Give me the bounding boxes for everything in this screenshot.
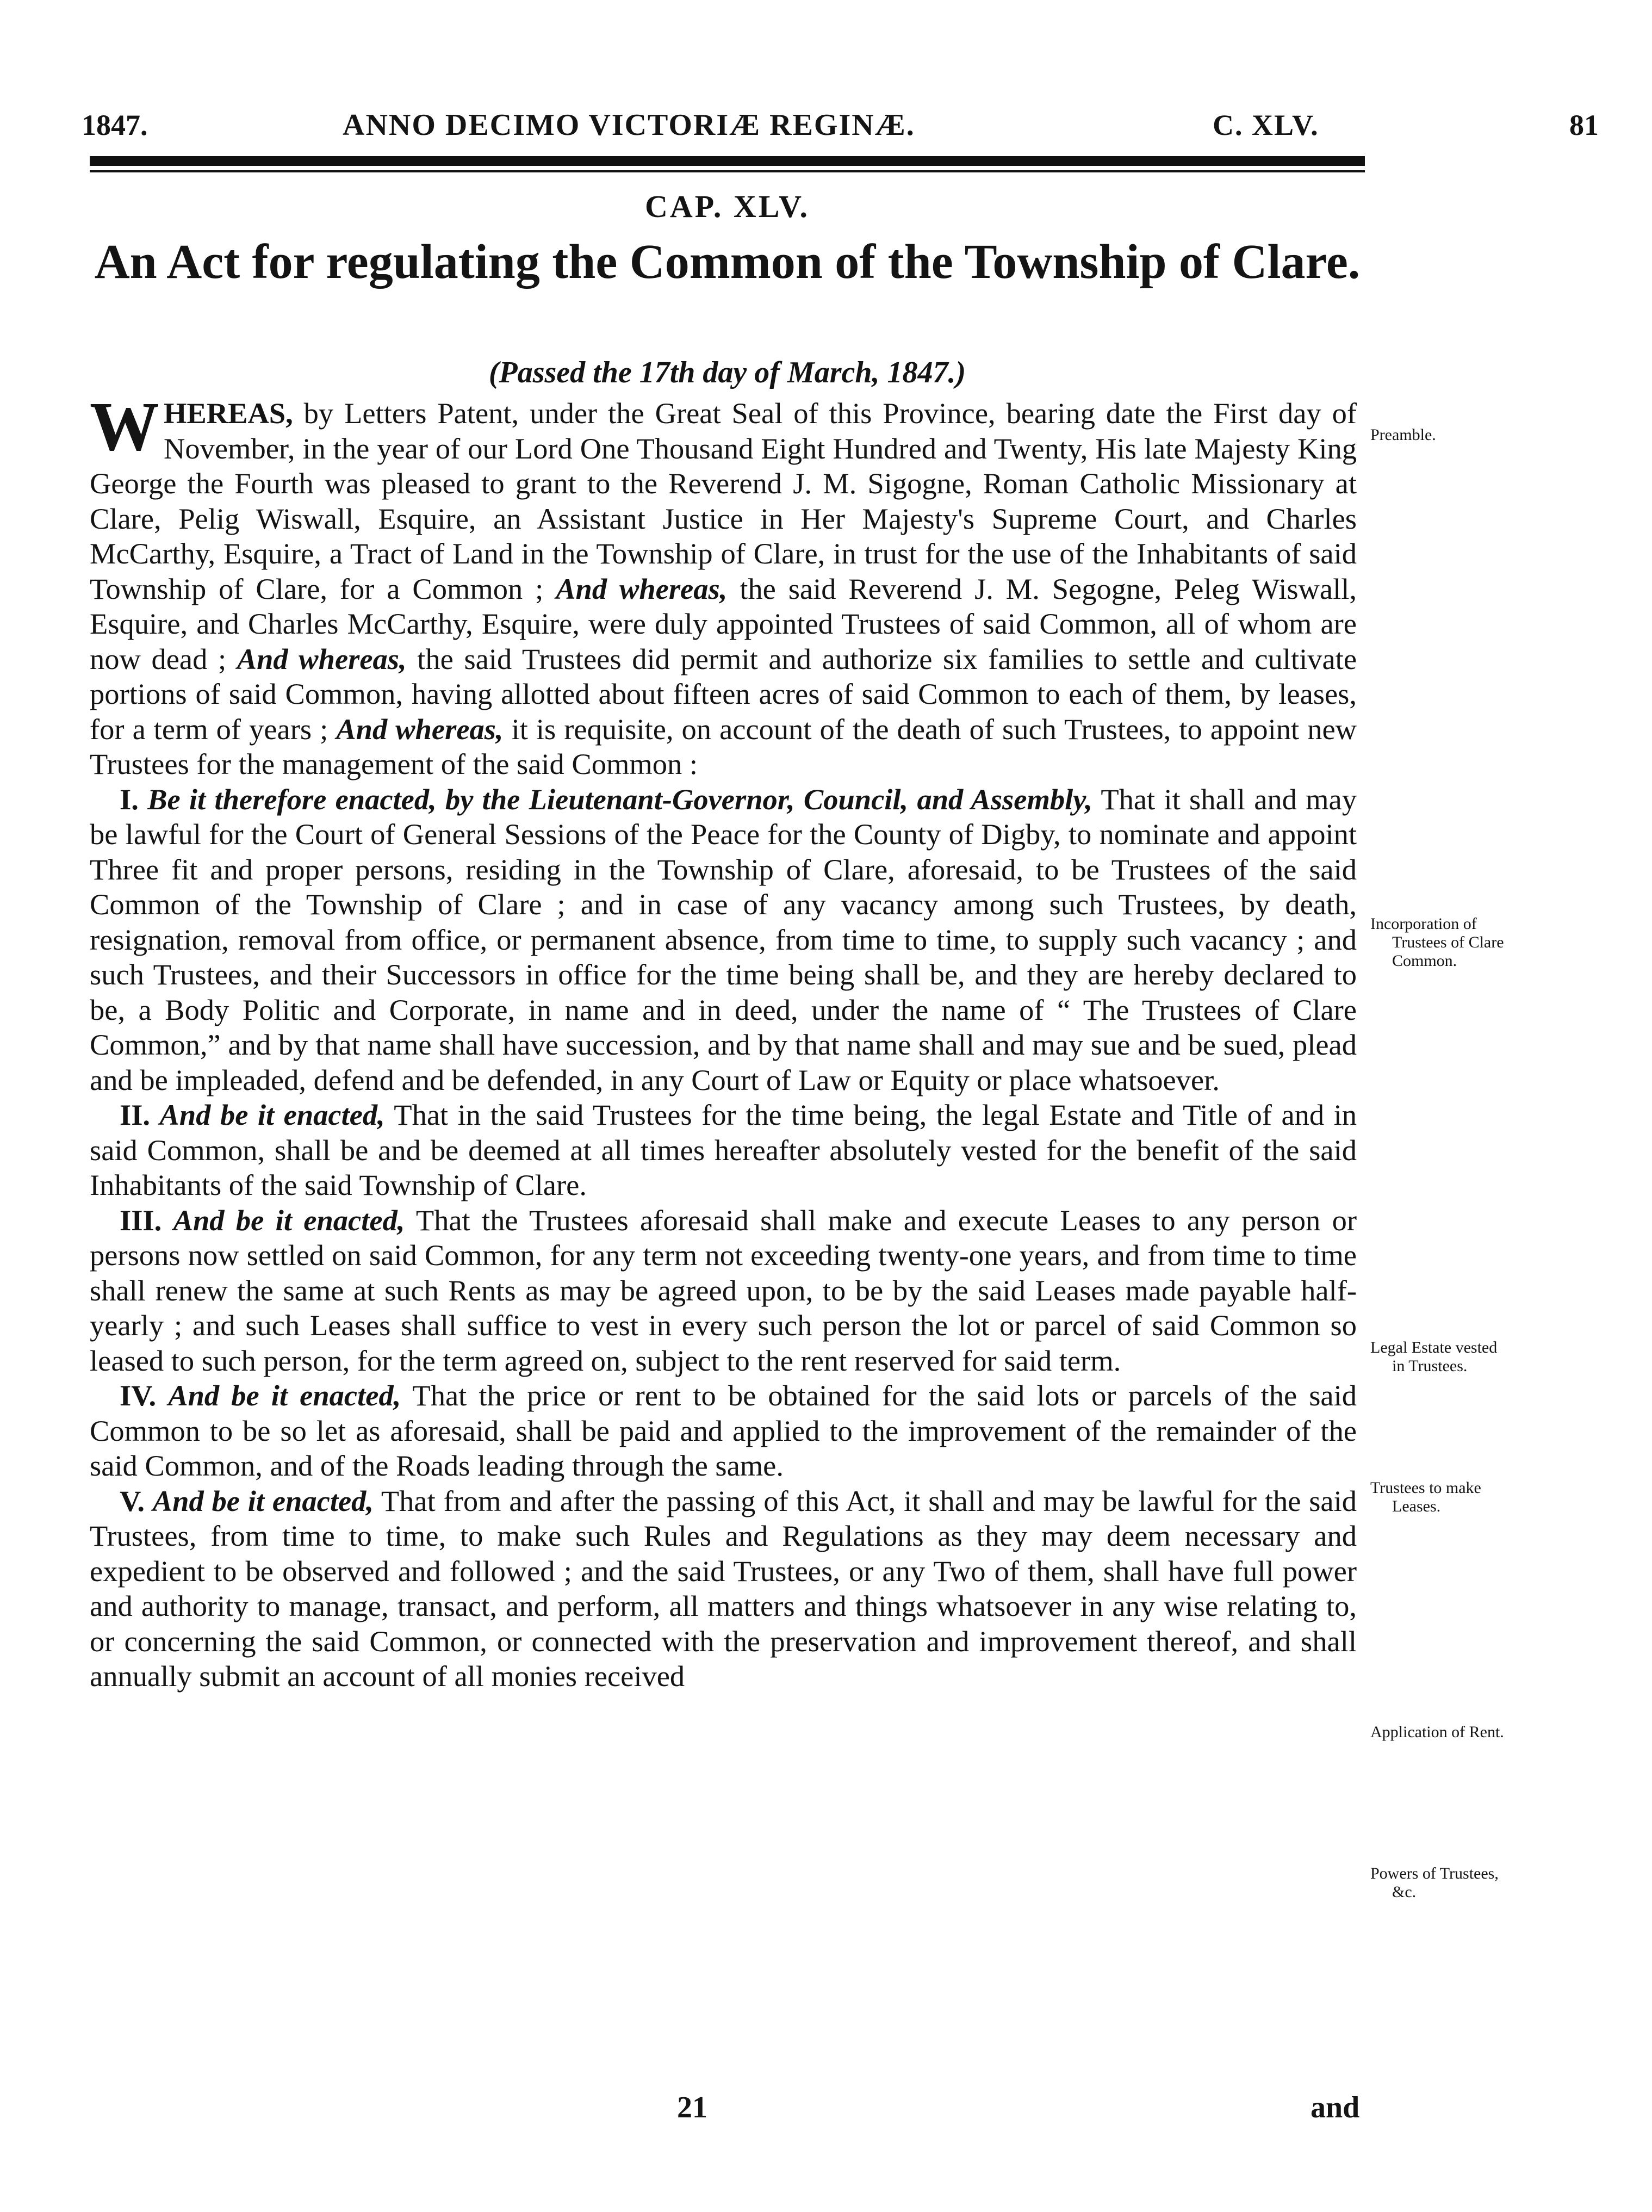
marginal-note-leases	[1370, 1479, 1599, 1516]
section-number: IV.	[120, 1379, 157, 1412]
section-5	[90, 1484, 1357, 1694]
preamble-text: by Letters Patent, under the Great Seal of this Province, bearing date the First day of November, in the year of our Lord One Thousand Eight Hundred and Twenty, His late Majesty King George the Fourth was pleased to grant to the Reverend J. M. Sigogne, Roman Catholic Missionary at Clare, Pelig Wiswall, Esquire, an Assistant Justice in Her Majesty's Supreme Court, and Charles McCarthy, Esquire, a Tract of Land in the Township of Clare, in trust for the use of the Inhabitants of said Township of Clare, for a Common ;	[90, 396, 1357, 605]
marginal-note-legal-estate	[1370, 1339, 1599, 1375]
marginal-note-text: Trustees of Clare	[1392, 933, 1504, 951]
signature-mark: 21	[677, 2091, 707, 2124]
section-3	[90, 1203, 1357, 1379]
page-number: 81	[1569, 109, 1599, 141]
section-4	[90, 1378, 1357, 1484]
preamble-text: the said Trustees did permit and authorize six families to settle and cultivate portions of said Common, having allotted about fifteen acres of said Common to each of them, by leases, for a term of years ;	[90, 642, 1357, 746]
marginal-note-preamble	[1370, 426, 1599, 444]
section-text: That it shall and may be lawful for the Court of General Sessions of the Peace for the County of Digby, to nominate and appoint Three fit and proper persons, residing in the Township of Clare, aforesaid, to be Trustees of the said Common of the Township of Clare ; and in case of any vacancy among such Trustees, by death, resignation, removal from office, or permanent absence, from time to time, to supply such vacancy ; and such Trustees, and their Successors in office for the time being shall be, and they are hereby declared to be, a Body Politic and Corporate, in name and in deed, under the name of “ The Trustees of Clare Common,” and by that name shall have succession, and by that name shall and may sue and be sued, plead and be impleaded, defend and be defended, in any Court of Law or Equity or place whatsoever.	[90, 782, 1357, 1096]
marginal-note-text: Leases.	[1392, 1497, 1441, 1515]
enacting-clause: And be it enacted,	[168, 1379, 401, 1412]
enacting-clause: And be it enacted,	[152, 1484, 374, 1517]
marginal-note-text: Application of Rent.	[1370, 1723, 1504, 1741]
whereas-clause: And whereas,	[237, 642, 407, 676]
chapter-heading: CAP. XLV.	[644, 189, 810, 224]
preamble-first-word: HEREAS,	[164, 396, 293, 430]
whereas-clause: And whereas,	[336, 712, 504, 746]
marginal-note-text: Legal Estate vested	[1370, 1339, 1498, 1356]
enacting-clause: Be it therefore enacted, by the Lieutenant-Governor, Council, and Assembly,	[147, 782, 1093, 816]
section-text: That from and after the passing of this Act, it shall and may be lawful for the said Trustees, from time to time, to make such Rules and Regulations as they may deem necessary and expedient to be observed and followed ; and the said Trustees, or any Two of them, shall have full power and authority to manage, transact, and perform, all matters and things whatsoever in any wise relating to, or concerning the said Common, or connected with the preservation and improvement thereof, and shall annually submit an account of all monies received	[90, 1484, 1357, 1693]
header-rule-thin	[90, 170, 1365, 172]
enacting-clause: And be it enacted,	[159, 1098, 385, 1131]
section-2	[90, 1098, 1357, 1203]
marginal-note-text: Preamble.	[1370, 426, 1436, 444]
section-1	[90, 782, 1357, 1098]
section-number: V.	[120, 1484, 145, 1517]
passed-date: (Passed the 17th day of March, 1847.)	[488, 356, 966, 389]
act-body	[90, 388, 1357, 1694]
whereas-clause: And whereas,	[556, 572, 728, 605]
preamble-paragraph	[90, 388, 1357, 782]
marginal-note-text: Powers of Trustees,	[1370, 1864, 1499, 1882]
drop-cap: W	[90, 388, 159, 465]
marginal-note-incorporation	[1370, 915, 1599, 970]
marginal-note-rent	[1370, 1723, 1599, 1742]
marginal-note-text: Incorporation of	[1370, 915, 1477, 933]
section-number: I.	[120, 782, 139, 816]
section-number: III.	[120, 1203, 162, 1237]
header-rule-thick	[90, 156, 1365, 166]
section-text: That in the said Trustees for the time being, the legal Estate and Title of and in said Common, shall be and be deemed at all times hereafter absolutely vested for the benefit of the said Inhabitants of the said Township of Clare.	[90, 1098, 1357, 1201]
act-title: An Act for regulating the Common of the Township of Clare.	[94, 235, 1361, 289]
preamble-text: it is requisite, on account of the death of such Trustees, to appoint new Trustees for the management of the said Common :	[90, 712, 1357, 780]
running-head	[82, 103, 1599, 147]
section-number: II.	[120, 1098, 151, 1131]
marginal-note-text: Common.	[1392, 952, 1457, 970]
marginal-note-powers	[1370, 1864, 1599, 1901]
enacting-clause: And be it enacted,	[173, 1203, 405, 1237]
running-head-chapter: C. XLV.	[1213, 109, 1319, 141]
running-head-title: ANNO DECIMO VICTORIÆ REGINÆ.	[343, 108, 915, 142]
section-text: That the price or rent to be obtained for the said lots or parcels of the said Common to be so let as aforesaid, shall be paid and applied to the improvement of the remainder of the said Common, and of the Roads leading through the same.	[90, 1379, 1357, 1482]
marginal-note-text: in Trustees.	[1392, 1357, 1468, 1375]
marginal-note-text: Trustees to make	[1370, 1479, 1481, 1497]
section-text: That the Trustees aforesaid shall make and execute Leases to any person or persons now settled on said Common, for any term not exceeding twenty-one years, and from time to time shall renew the same at such Rents as may be agreed upon, to be by the said Leases made payable half-yearly ; and such Leases shall suffice to vest in every such person the lot or parcel of said Common so leased to such person, for the term agreed on, subject to the rent reserved for said term.	[90, 1203, 1357, 1377]
marginal-note-text: &c.	[1392, 1883, 1417, 1901]
catchword: and	[1311, 2091, 1360, 2124]
preamble-text: the said Reverend J. M. Segogne, Peleg Wiswall, Esquire, and Charles McCarthy, Esquire, were duly appointed Trustees of said Common, all of whom are now dead ;	[90, 572, 1357, 676]
running-head-year: 1847.	[82, 109, 148, 141]
